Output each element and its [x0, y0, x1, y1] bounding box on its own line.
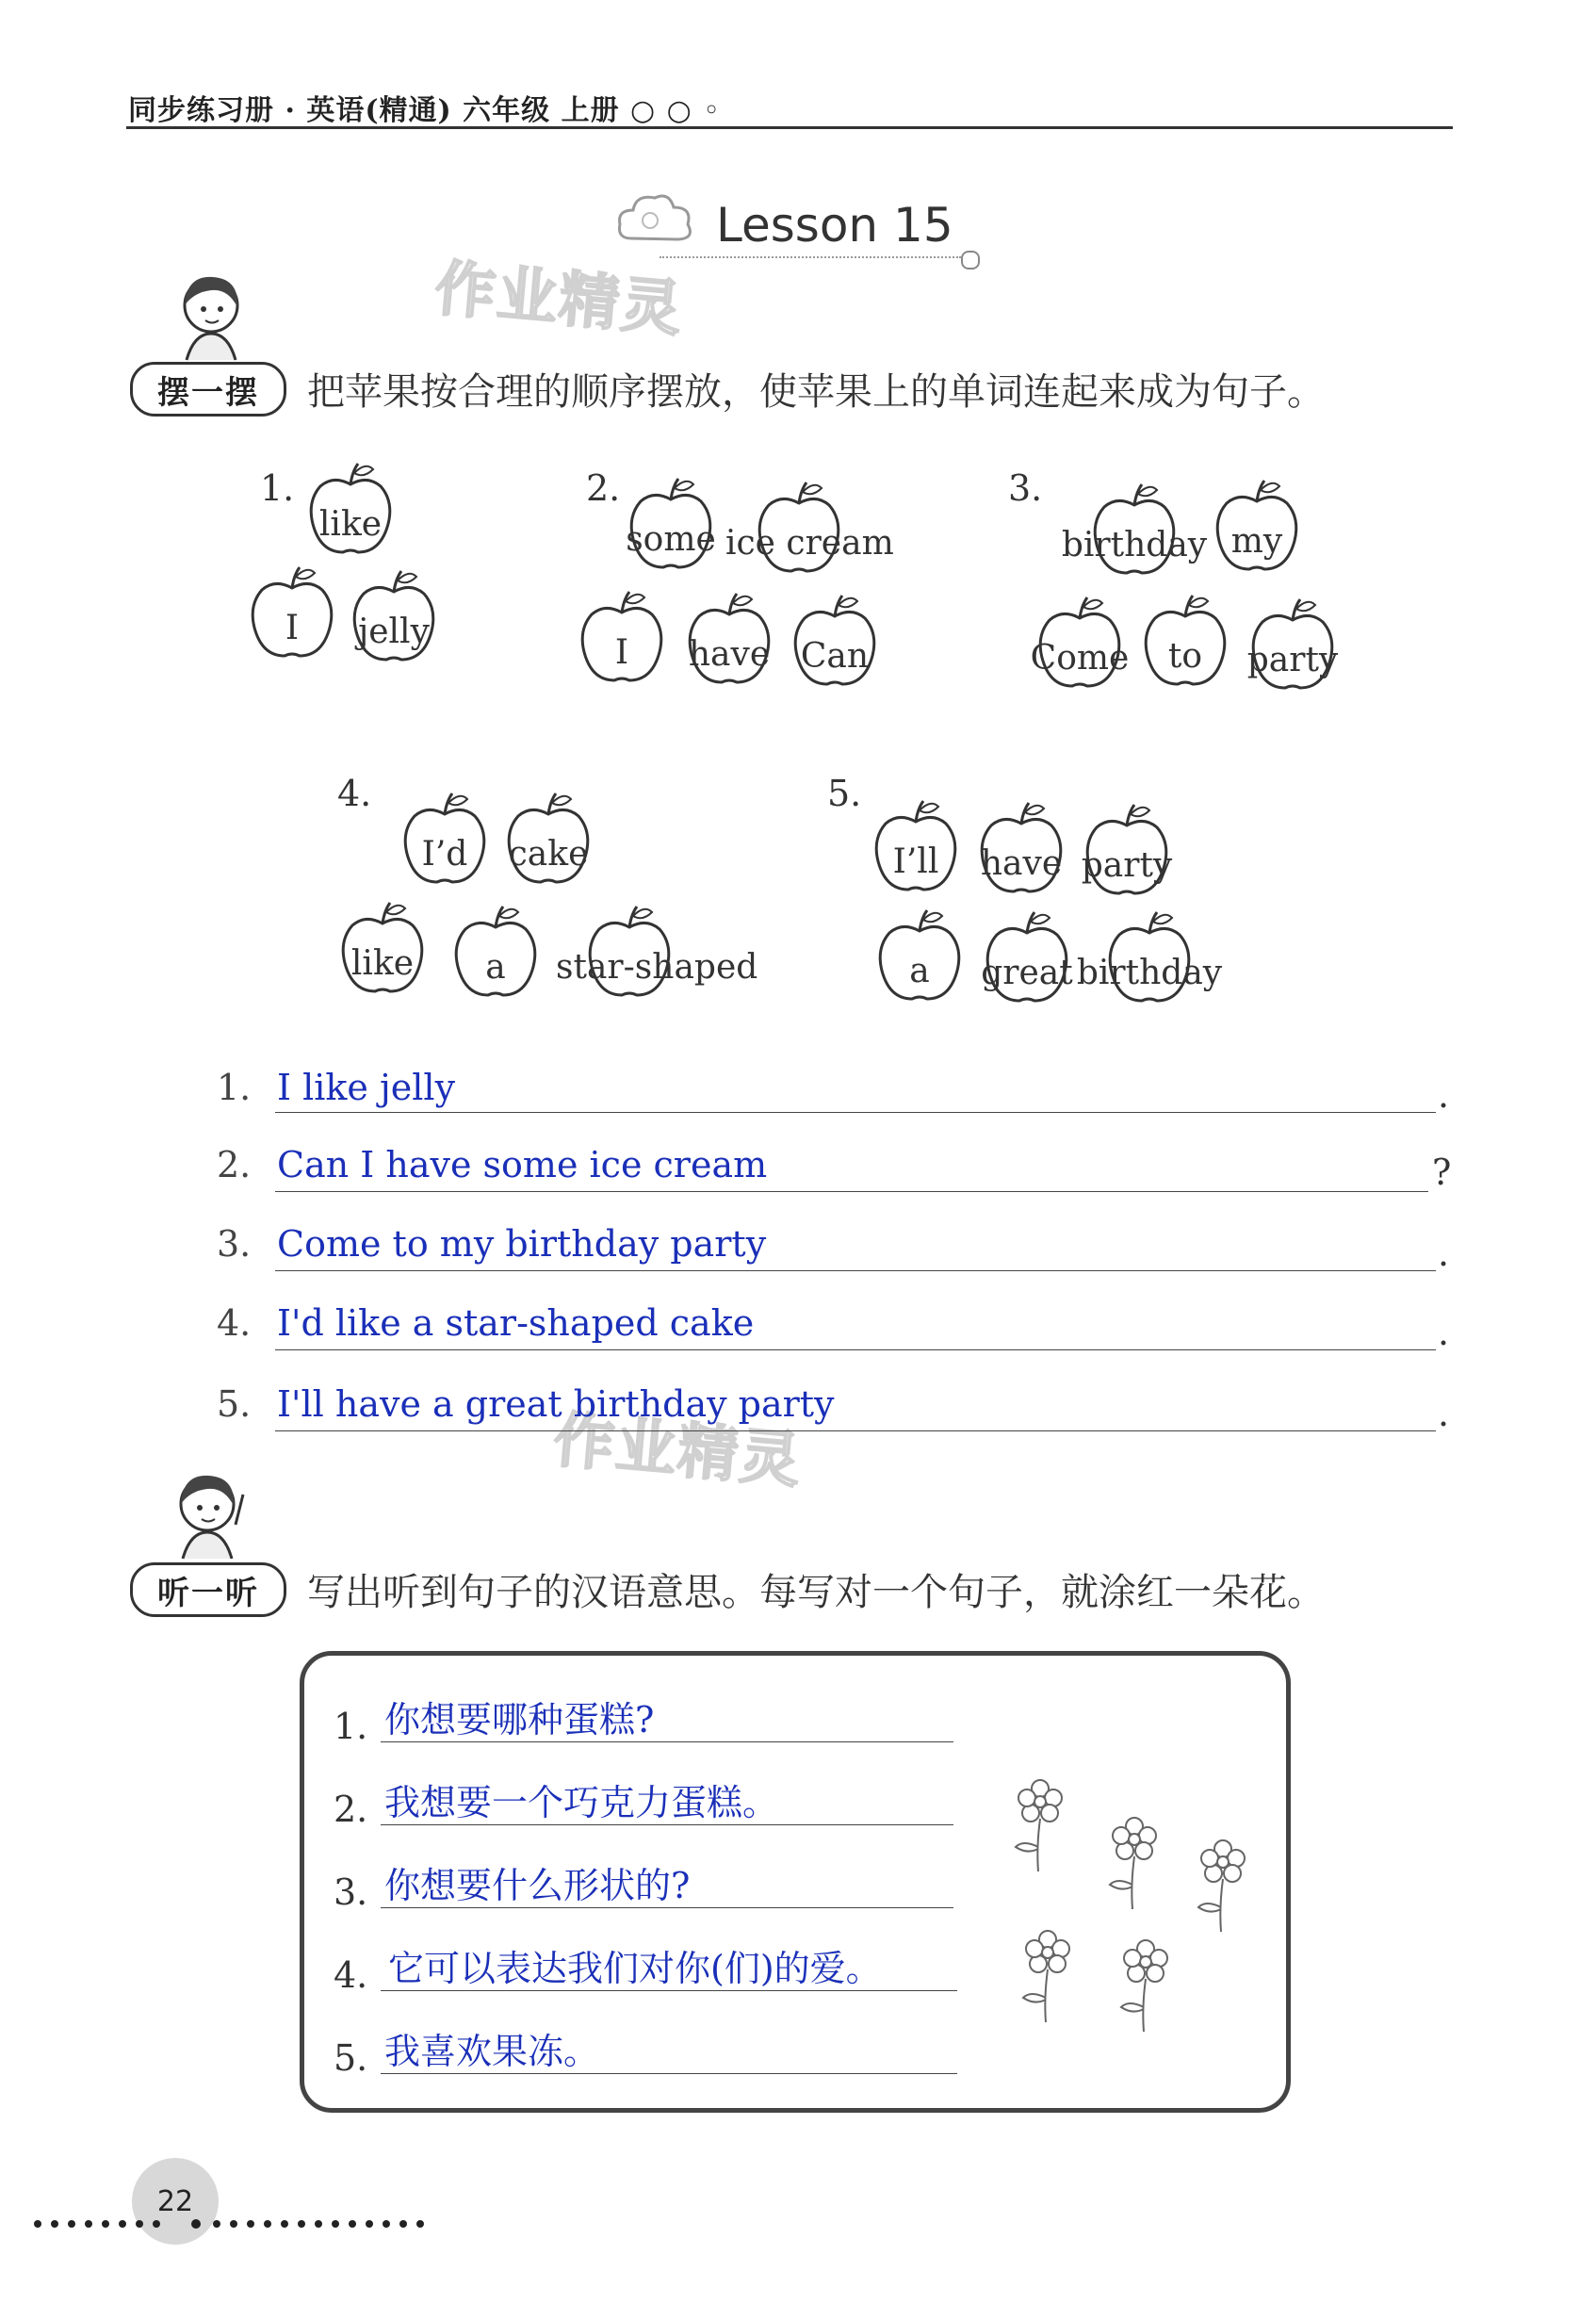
apple-card: [982, 907, 1072, 1010]
answer-4-text[interactable]: I'd like a star-shaped cake: [277, 1302, 755, 1344]
flower-icon[interactable]: [1097, 1809, 1172, 1917]
apple-card: [790, 590, 880, 694]
answer-5-punctuation: .: [1438, 1393, 1450, 1434]
apple-card: [874, 905, 965, 1008]
zh-answer-3-number: 3.: [334, 1871, 368, 1913]
apple-word: great: [981, 954, 1073, 992]
apple-group-3-number: 3.: [1008, 467, 1043, 509]
apple-word: like: [350, 944, 415, 983]
zh-answer-2-line: [381, 1824, 953, 1825]
zh-answer-2-text[interactable]: 我想要一个巧克力蛋糕。: [384, 1782, 779, 1823]
apple-word: a: [485, 948, 506, 987]
girl-mascot-icon: [166, 268, 260, 366]
apple-card: [337, 897, 428, 1001]
cloud-icon: [612, 187, 697, 256]
apple-word: have: [688, 635, 771, 674]
apple-card: [1140, 590, 1230, 694]
flower-icon[interactable]: [1185, 1832, 1261, 1939]
zh-answer-4-number: 4.: [334, 1954, 368, 1996]
answer-5-line: [275, 1430, 1436, 1431]
apple-word: I: [285, 609, 300, 647]
apple-card: [725, 477, 894, 580]
apple-word: some: [626, 520, 716, 559]
flower-icon[interactable]: [1010, 1922, 1085, 2030]
apple-word: jelly: [358, 613, 430, 651]
footer-dotted-rule: [34, 2216, 430, 2230]
answer-2-punctuation: ?: [1432, 1152, 1452, 1193]
apple-word: have: [980, 844, 1063, 883]
answer-3-text[interactable]: Come to my birthday party: [277, 1223, 767, 1265]
apple-card: [1082, 799, 1172, 903]
apple-word: birthday: [1061, 526, 1208, 564]
section2-badge: 听一听: [130, 1562, 286, 1617]
book-header-title: 同步练习册 · 英语(精通) 六年级 上册 ○ ○ ◦: [128, 94, 721, 127]
section1-instruction: 把苹果按合理的顺序摆放，使苹果上的单词连起来成为句子。: [307, 370, 1325, 414]
apple-word: I: [614, 633, 629, 672]
apple-word: Can: [800, 637, 870, 676]
zh-answer-3-text[interactable]: 你想要什么形状的?: [384, 1865, 691, 1906]
title-dot-ornament: [961, 251, 980, 270]
apple-word: star-shaped: [556, 948, 758, 987]
answer-1-punctuation: .: [1438, 1074, 1450, 1116]
apple-group-1-number: 1.: [260, 467, 295, 509]
zh-answer-3-line: [381, 1907, 953, 1908]
apple-word: I’d: [421, 835, 468, 874]
answer-1-text[interactable]: I like jelly: [277, 1067, 456, 1108]
answer-1-number: 1.: [217, 1067, 252, 1108]
zh-answer-1-number: 1.: [334, 1706, 368, 1747]
zh-answer-1-line: [381, 1741, 953, 1742]
answer-4-number: 4.: [217, 1302, 252, 1344]
apple-group-2-number: 2.: [586, 467, 621, 509]
watermark-middle: 作业精灵: [550, 1405, 806, 1497]
zh-answer-5-number: 5.: [334, 2037, 368, 2079]
apple-word: like: [318, 505, 383, 544]
apple-group-4-number: 4.: [337, 773, 372, 814]
section1-badge: 摆一摆: [130, 362, 286, 417]
apple-card: [450, 901, 541, 1005]
apple-word: I’ll: [892, 842, 939, 881]
zh-answer-1-text[interactable]: 你想要哪种蛋糕?: [384, 1699, 655, 1740]
flower-icon[interactable]: [1002, 1772, 1078, 1879]
apple-word: party: [1246, 641, 1339, 679]
header-rule: [126, 126, 1453, 129]
apple-card: [577, 586, 667, 690]
apple-word: party: [1081, 846, 1173, 885]
watermark-top: 作业精灵: [432, 253, 687, 346]
apple-card: [1212, 475, 1302, 579]
apple-word: birthday: [1076, 954, 1223, 992]
apple-card: [1076, 907, 1223, 1010]
answer-5-text[interactable]: I'll have a great birthday party: [277, 1383, 835, 1425]
answer-5-number: 5.: [217, 1383, 252, 1425]
answer-3-punctuation: .: [1438, 1233, 1450, 1274]
apple-card: [305, 458, 396, 562]
answer-1-line: [275, 1112, 1436, 1113]
zh-answer-4-line: [381, 1990, 957, 1991]
apple-card: [349, 565, 439, 669]
apple-word: ice cream: [725, 524, 894, 563]
section2-instruction: 写出听到句子的汉语意思。每写对一个句子，就涂红一朵花。: [307, 1571, 1325, 1614]
lesson-title: Lesson 15: [716, 198, 953, 253]
lesson-title-underline: [660, 256, 961, 258]
zh-answer-5-line: [381, 2073, 957, 2074]
answer-2-number: 2.: [217, 1144, 252, 1185]
flower-icon[interactable]: [1108, 1932, 1183, 2039]
zh-answer-5-text[interactable]: 我喜欢果冻。: [384, 2031, 600, 2072]
answer-3-line: [275, 1270, 1436, 1271]
page-number: 22: [132, 2158, 219, 2245]
answer-2-line: [275, 1191, 1428, 1192]
zh-answer-2-number: 2.: [334, 1789, 368, 1830]
zh-answer-4-text[interactable]: 它可以表达我们对你(们)的爱。: [388, 1948, 882, 1989]
answer-4-punctuation: .: [1438, 1312, 1450, 1353]
apple-word: cake: [508, 835, 589, 874]
girl-mascot-icon: [162, 1466, 256, 1564]
apple-word: Come: [1030, 639, 1130, 678]
apple-card: [556, 901, 758, 1005]
apple-word: a: [909, 952, 930, 990]
apple-group-5-number: 5.: [827, 773, 862, 814]
apple-card: [1061, 479, 1208, 582]
apple-card: [503, 788, 594, 891]
answer-2-text[interactable]: Can I have some ice cream: [277, 1144, 768, 1185]
apple-card: [626, 473, 716, 577]
answer-4-line: [275, 1349, 1436, 1350]
apple-card: [1247, 594, 1338, 697]
apple-word: my: [1230, 522, 1283, 561]
answer-3-number: 3.: [217, 1223, 252, 1265]
apple-word: to: [1167, 637, 1203, 676]
